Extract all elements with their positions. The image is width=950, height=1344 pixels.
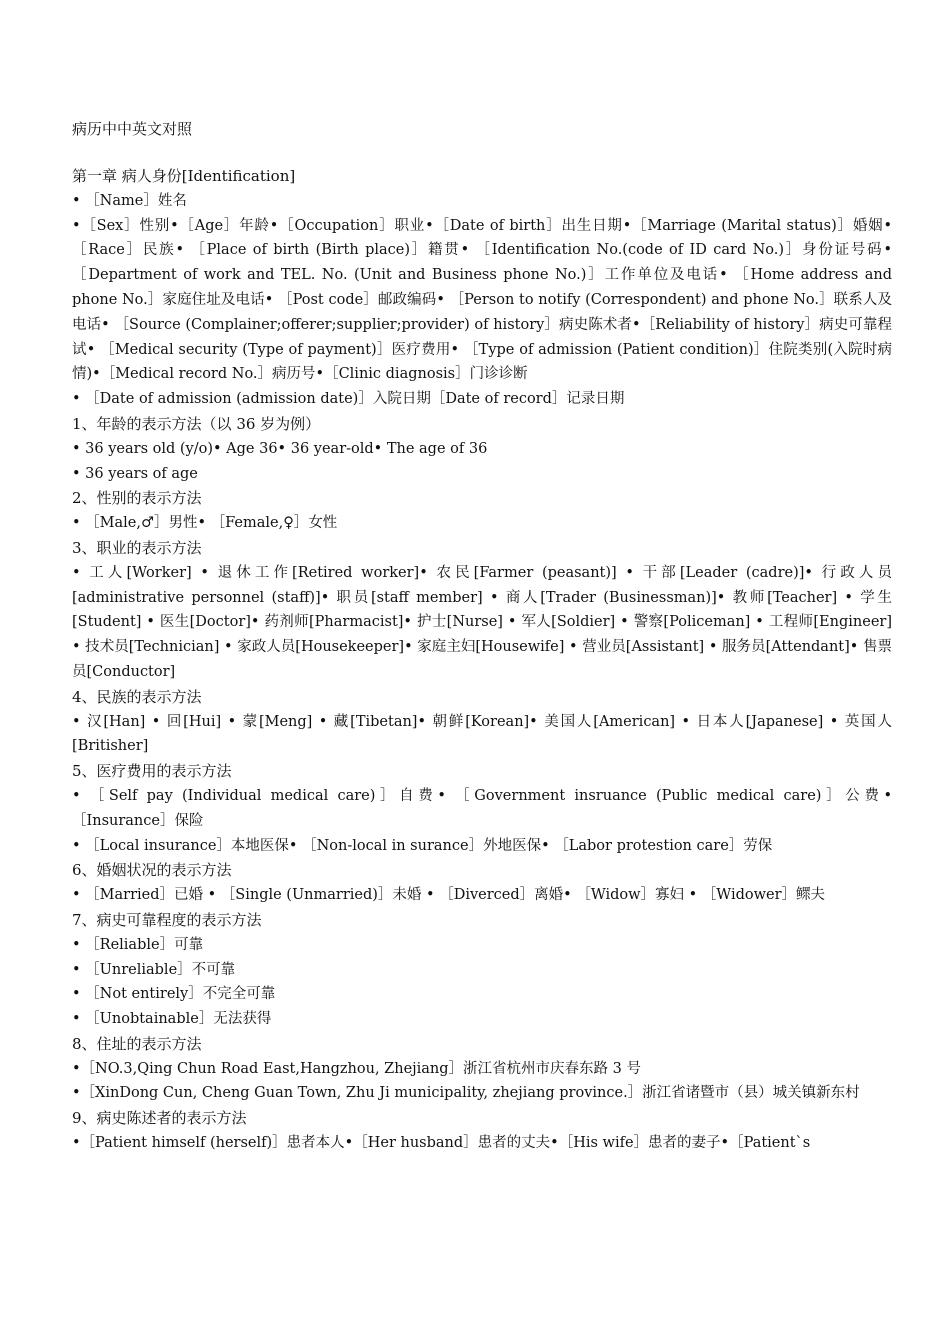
- section-heading: 6、婚姻状况的表示方法: [72, 861, 232, 880]
- section-heading: 3、职业的表示方法: [72, 538, 202, 557]
- paragraph: • 36 years of age: [72, 465, 198, 482]
- paragraph: • 36 years old (y/o)• Age 36• 36 year-old• The age of 36: [72, 440, 488, 457]
- document-title: 病历中中英文对照: [72, 120, 193, 138]
- section-heading: 8、住址的表示方法: [72, 1034, 202, 1053]
- paragraph: • ［Male,♂］男性• ［Female,♀］女性: [72, 515, 338, 532]
- paragraph: • ［Married］已婚 • ［Single (Unmarried)］未婚 • ［Diverced］离婚• ［Widow］寡妇 • ［Widower］鳏夫: [72, 887, 826, 904]
- chapter-heading: 第一章 病人身份[Identification]: [72, 167, 296, 185]
- section-heading: 7、病史可靠程度的表示方法: [72, 910, 262, 929]
- paragraph: • ［Name］姓名: [72, 192, 187, 209]
- paragraph: •［NO.3,Qing Chun Road East,Hangzhou, Zhejiang］浙江省杭州市庆春东路 3 号: [72, 1060, 641, 1077]
- section-heading: 2、性别的表示方法: [72, 489, 202, 508]
- section-heading: 1、年龄的表示方法（以 36 岁为例）: [72, 414, 321, 433]
- section-heading: 9、病史陈述者的表示方法: [72, 1109, 247, 1128]
- paragraph: •［Patient himself (herself)］患者本人•［Her husband］患者的丈夫•［His wife］患者的妻子•［Patient`s: [72, 1135, 811, 1152]
- paragraph: • ［Local insurance］本地医保• ［Non-local in surance］外地医保• ［Labor protestion care］劳保: [72, 837, 773, 854]
- paragraph: • 工人[Worker] • 退休工作[Retired worker]• 农民[Farmer (peasant)] • 干部[Leader (cadre)]• 行政人员[administrative personnel (staff)]• 职员[staff member] • 商人[Trader (Businessman)]• 教师[Teacher] • 学生[Student] • 医生[Doctor]• 药剂师[Pharmacist]• 护士[Nurse] • 军人[Soldier] • 警察[Policeman] • 工程师[Engineer] • 技术员[Technician] • 家政人员[Housekeeper]• 家庭主妇[Housewife] • 营业员[Assistant] • 服务员[Attendant]• 售票员[Conductor]: [72, 564, 892, 680]
- paragraph: •［XinDong Cun, Cheng Guan Town, Zhu Ji municipality, zhejiang province.］浙江省诸暨市（县）城关镇新东村: [72, 1085, 860, 1102]
- list-item: • ［Reliable］可靠: [72, 936, 204, 953]
- section-heading: 4、民族的表示方法: [72, 687, 202, 706]
- list-item: • ［Unreliable］不可靠: [72, 961, 236, 978]
- section-heading: 5、医疗费用的表示方法: [72, 762, 232, 781]
- paragraph: • ［Date of admission (admission date)］入院日期［Date of record］记录日期: [72, 391, 625, 408]
- paragraph: •［Sex］性别•［Age］年龄•［Occupation］职业•［Date of birth］出生日期•［Marriage (Marital status)］婚姻• ［Race］民族• ［Place of birth (Birth place)］籍贯• ［Identification No.(code of ID card No.)］身份证号码• ［Department of work and TEL. No. (Unit and Business phone No.)］工作单位及电话• ［Home address and phone No.］家庭住址及电话• ［Post code］邮政编码• ［Person to notify (Correspondent) and phone No.］联系人及电话• ［Source (Complainer;offerer;supplier;provider) of history］病史陈术者•［Reliability of history］病史可靠程试• ［Medical security (Type of payment)］医疗费用• ［Type of admission (Patient condition)］住院类别(入院时病情)•［Medical record No.］病历号•［Clinic diagnosis］门诊诊断: [72, 217, 892, 383]
- paragraph: • ［Self pay (Individual medical care)］自费• ［Government insruance (Public medical care)］公费• ［Insurance］保险: [72, 787, 892, 829]
- document-body: [72, 118, 892, 1156]
- list-item: • ［Not entirely］不完全可靠: [72, 986, 276, 1003]
- list-item: • ［Unobtainable］无法获得: [72, 1011, 272, 1028]
- paragraph: • 汉[Han] • 回[Hui] • 蒙[Meng] • 藏[Tibetan]• 朝鲜[Korean]• 美国人[American] • 日本人[Japanese] • 英国人[Britisher]: [72, 713, 892, 755]
